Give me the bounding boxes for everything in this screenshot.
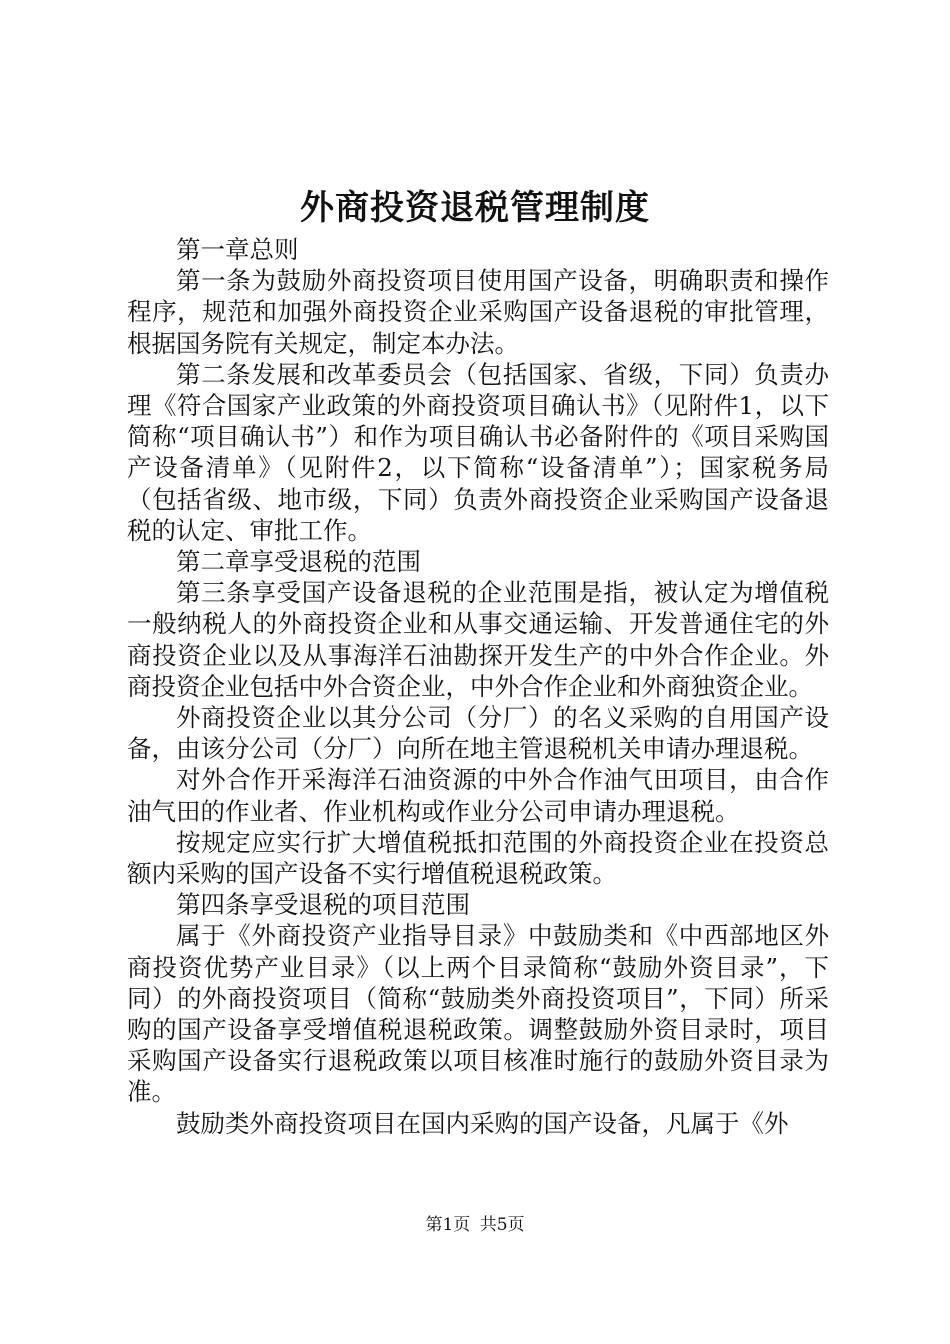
chapter-heading: 第一章总则: [176, 235, 299, 264]
page-total: 共5页: [479, 1215, 525, 1235]
paragraph: 外商投资企业以其分公司（分厂）的名义采购的自用国产设备，由该分公司（分厂）向所在地主管退税机关申请办理退税。: [127, 703, 829, 764]
paragraph: 属于《外商投资产业指导目录》中鼓励类和《中西部地区外商投资优势产业目录》（以上两个目录简称“鼓励外资目录”，下同）的外商投资项目（简称“鼓励类外商投资项目”，下同）所采购的国产设备享受增值税退税政策。调整鼓励外资目录时，项目采购国产设备实行退税政策以项目核准时施行的鼓励外资目录为准。: [127, 921, 829, 1107]
document-title: 外商投资退税管理制度: [300, 188, 650, 228]
page-number: 第1页: [425, 1215, 471, 1235]
paragraph: 对外合作开采海洋石油资源的中外合作油气田项目，由合作油气田的作业者、作业机构或作业分公司申请办理退税。: [127, 765, 829, 826]
paragraph: 第一条为鼓励外商投资项目使用国产设备，明确职责和操作程序，规范和加强外商投资企业采购国产设备退税的审批管理，根据国务院有关规定，制定本办法。: [127, 266, 829, 358]
paragraph: 鼓励类外商投资项目在国内采购的国产设备，凡属于《外: [176, 1108, 789, 1138]
paragraph: 第二条发展和改革委员会（包括国家、省级，下同）负责办理《符合国家产业政策的外商投资项目确认书》（见附件1，以下简称“项目确认书”）和作为项目确认书必备附件的《项目采购国产设备清单》（见附件2，以下简称“设备清单”）；国家税务局（包括省级、地市级，下同）负责外商投资企业采购国产设备退税的认定、审批工作。: [127, 359, 829, 545]
chapter-heading: 第二章享受退税的范围: [176, 547, 421, 577]
paragraph: 第三条享受国产设备退税的企业范围是指，被认定为增值税一般纳税人的外商投资企业和从事交通运输、开发普通住宅的外商投资企业以及从事海洋石油勘探开发生产的中外合作企业。外商投资企业包括中外合资企业，中外合作企业和外商独资企业。: [127, 578, 829, 701]
article-heading: 第四条享受退税的项目范围: [176, 890, 470, 920]
page-footer: [0, 1213, 950, 1237]
document-body: [127, 234, 829, 1139]
paragraph: 按规定应实行扩大增值税抵扣范围的外商投资企业在投资总额内采购的国产设备不实行增值税退税政策。: [127, 827, 829, 889]
